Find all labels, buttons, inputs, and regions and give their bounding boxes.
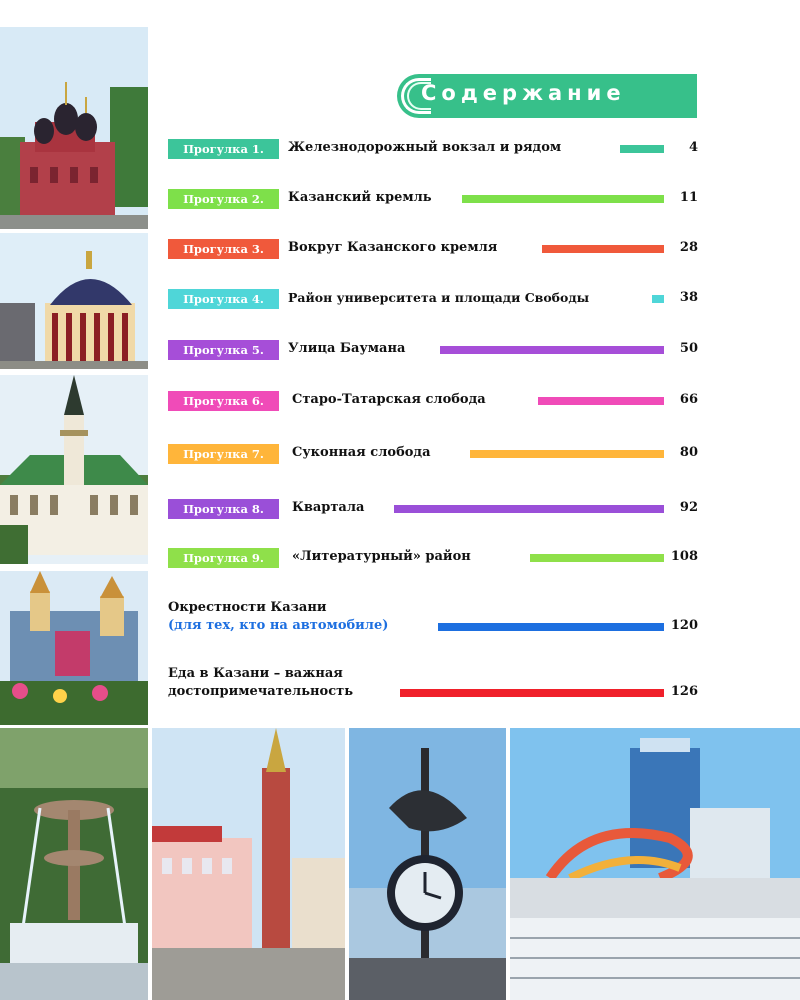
walk-badge: Прогулка 5. — [168, 340, 279, 360]
toc-bar — [440, 346, 664, 354]
toc-title: Район университета и площади Свободы — [288, 290, 590, 305]
toc-title: Старо-Татарская слобода — [292, 392, 486, 407]
toc-title: Суконная слобода — [292, 445, 431, 460]
toc-title: Железнодорожный вокзал и рядом — [288, 140, 562, 155]
domed-chapel-photo — [0, 233, 148, 369]
toc-row-4[interactable] — [168, 289, 698, 311]
toc-extra-food[interactable] — [168, 666, 698, 706]
clock-sculpture-photo — [349, 728, 506, 1000]
toc-bar — [652, 295, 664, 303]
toc-bar — [530, 554, 664, 562]
toc-page: 108 — [670, 549, 698, 564]
toc-bar — [538, 397, 664, 405]
walk-badge: Прогулка 7. — [168, 444, 279, 464]
toc-row-6[interactable] — [168, 391, 698, 413]
toc-extra-outskirts[interactable] — [168, 600, 698, 640]
bell-tower-street-photo — [152, 728, 345, 1000]
toc-title: Квартала — [292, 500, 365, 515]
toc-extra-title: Окрестности Казани — [168, 600, 327, 615]
toc-page: 66 — [679, 392, 698, 407]
toc-title: Улица Баумана — [288, 341, 406, 356]
toc-bar — [400, 689, 664, 697]
walk-badge: Прогулка 6. — [168, 391, 279, 411]
toc-extra-subtitle: (для тех, кто на автомобиле) — [168, 618, 389, 633]
toc-row-1[interactable] — [168, 139, 698, 161]
toc-page: 11 — [679, 190, 698, 205]
walk-badge: Прогулка 8. — [168, 499, 279, 519]
toc-page: 38 — [679, 290, 698, 305]
toc-bar — [470, 450, 664, 458]
toc-page: 126 — [670, 684, 698, 699]
walk-badge: Прогулка 9. — [168, 548, 279, 568]
toc-row-5[interactable] — [168, 340, 698, 362]
toc-bar — [542, 245, 664, 253]
toc-extra-subtitle: достопримечательность — [168, 684, 354, 699]
walk-badge: Прогулка 1. — [168, 139, 279, 159]
walk-badge: Прогулка 4. — [168, 289, 279, 309]
toc-row-2[interactable] — [168, 189, 698, 211]
walk-badge: Прогулка 3. — [168, 239, 279, 259]
toc-title: Казанский кремль — [288, 190, 432, 205]
toc-page: 80 — [679, 445, 698, 460]
toc-bar — [438, 623, 664, 631]
contents-title-banner — [397, 74, 697, 118]
toc-row-3[interactable] — [168, 239, 698, 261]
toc-bar — [462, 195, 664, 203]
toc-title: Вокруг Казанского кремля — [288, 240, 498, 255]
toc-row-7[interactable] — [168, 444, 698, 466]
toc-row-8[interactable] — [168, 499, 698, 521]
mosque-photo — [0, 375, 148, 564]
toc-bar — [394, 505, 664, 513]
toc-page: 120 — [670, 618, 698, 633]
toc-title: «Литературный» район — [292, 549, 471, 564]
toc-page: 28 — [679, 240, 698, 255]
puppet-theater-photo — [0, 571, 148, 725]
walk-badge: Прогулка 2. — [168, 189, 279, 209]
page-title: Содержание — [421, 81, 626, 105]
toc-page: 50 — [679, 341, 698, 356]
fountain-photo — [0, 728, 148, 1000]
waterpark-photo — [510, 728, 800, 1000]
toc-page: 4 — [688, 140, 698, 155]
toc-page: 92 — [679, 500, 698, 515]
toc-bar — [620, 145, 664, 153]
toc-extra-title: Еда в Казани – важная — [168, 666, 343, 681]
church-photo — [0, 27, 148, 229]
toc-row-9[interactable] — [168, 548, 698, 570]
